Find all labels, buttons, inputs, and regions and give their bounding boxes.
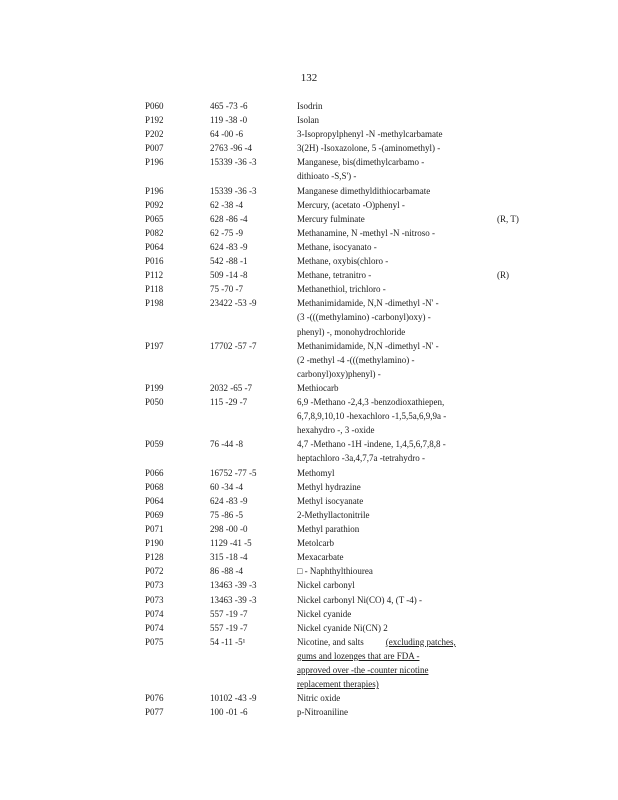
cas-number: 13463 -39 -3 xyxy=(210,580,257,591)
chemical-name-continuation: carbonyl)oxy)phenyl) - xyxy=(297,368,381,379)
chemical-name: Methyl parathion xyxy=(297,524,360,534)
chemical-name: p-Nitroaniline xyxy=(297,707,348,718)
cas-number: 60 -34 -4 xyxy=(210,481,243,492)
waste-code: P118 xyxy=(145,284,164,295)
chemical-name: 6,9 -Methano -2,4,3 -benzodioxathiepen, xyxy=(297,397,445,408)
cas-number: 15339 -36 -3 xyxy=(210,157,257,168)
cas-number: 16752 -77 -5 xyxy=(210,467,257,478)
chemical-name: Mexacarbate xyxy=(297,552,344,563)
waste-code: P050 xyxy=(145,397,164,408)
cas-number: 13463 -39 -3 xyxy=(210,594,257,605)
chemical-name: 4,7 -Methano -1H -indene, 1,4,5,6,7,8,8 - xyxy=(297,439,446,450)
waste-code: P072 xyxy=(145,566,164,577)
cas-number: 624 -83 -9 xyxy=(210,495,248,506)
cas-number: 76 -44 -8 xyxy=(210,439,243,450)
waste-code: P007 xyxy=(145,143,164,154)
chemical-name: Methane, isocyanato - xyxy=(297,242,377,252)
chemical-name: Methyl isocyanate xyxy=(297,495,364,506)
waste-code: P202 xyxy=(145,129,164,140)
waste-code: P069 xyxy=(145,509,164,520)
waste-code: P060 xyxy=(145,101,164,111)
waste-code: P073 xyxy=(145,594,164,605)
chemical-name-continuation: dithioato -S,S') - xyxy=(297,171,357,182)
hazard-code: (R) xyxy=(497,270,509,281)
cas-number: 465 -73 -6 xyxy=(210,101,248,111)
chemical-name-continuation: (3 -(((methylamino) -carbonyl)oxy) - xyxy=(297,312,431,323)
chemical-name: Nickel carbonyl xyxy=(297,580,355,591)
cas-number: 557 -19 -7 xyxy=(210,608,248,619)
waste-code: P064 xyxy=(145,495,164,506)
cas-number: 17702 -57 -7 xyxy=(210,340,257,351)
cas-number: 23422 -53 -9 xyxy=(210,298,257,309)
cas-number: 624 -83 -9 xyxy=(210,242,248,252)
chemical-name: Methyl hydrazine xyxy=(297,481,361,492)
cas-number: 115 -29 -7 xyxy=(210,397,248,408)
waste-code: P071 xyxy=(145,524,164,534)
chemical-name-exclusion: (excluding patches, xyxy=(385,636,456,647)
waste-code: P190 xyxy=(145,538,164,549)
waste-code: P112 xyxy=(145,270,164,281)
page-number: 132 xyxy=(300,72,318,84)
cas-number: 62 -38 -4 xyxy=(210,199,243,210)
chemical-name: Methanamine, N -methyl -N -nitroso - xyxy=(297,227,435,238)
chemical-name: Metolcarb xyxy=(297,538,334,549)
waste-code: P199 xyxy=(145,383,164,393)
waste-code: P073 xyxy=(145,580,164,591)
chemical-name: Isodrin xyxy=(297,101,323,111)
chemical-name-continuation: (2 -methyl -4 -(((methylamino) - xyxy=(297,354,415,365)
chemical-name-continuation: heptachloro -3a,4,7,7a -tetrahydro - xyxy=(297,453,425,464)
chemical-name: Nickel cyanide Ni(CN) 2 xyxy=(297,622,388,633)
chemical-name: Methanimidamide, N,N -dimethyl -N' - xyxy=(297,340,439,351)
chemical-name-continuation: phenyl) -, monohydrochloride xyxy=(297,326,406,337)
chemical-name: 2-Methyllactonitrile xyxy=(297,509,370,520)
chemical-name: Manganese dimethyldithiocarbamate xyxy=(297,185,431,196)
waste-code: P075 xyxy=(145,636,164,647)
waste-code: P196 xyxy=(145,185,164,196)
waste-code: P074 xyxy=(145,622,164,633)
cas-number: 298 -00 -0 xyxy=(210,524,248,534)
chemical-name: Methomyl xyxy=(297,467,335,478)
waste-code: P082 xyxy=(145,227,164,238)
cas-number: 315 -18 -4 xyxy=(210,552,248,563)
waste-code: P198 xyxy=(145,298,164,309)
waste-code: P077 xyxy=(145,707,164,718)
chemical-name: Methanimidamide, N,N -dimethyl -N' - xyxy=(297,298,439,309)
chemical-name: Methanethiol, trichloro - xyxy=(297,284,386,295)
cas-number: 75 -86 -5 xyxy=(210,509,243,520)
chemical-name-continuation: 6,7,8,9,10,10 -hexachloro -1,5,5a,6,9,9a - xyxy=(297,411,447,422)
waste-code: P065 xyxy=(145,213,164,224)
chemical-name: Nickel carbonyl Ni(CO) 4, (T -4) - xyxy=(297,594,423,605)
chemical-name-continuation: replacement therapies) xyxy=(297,679,379,690)
waste-code: P192 xyxy=(145,115,164,126)
chemical-name: Nickel cyanide xyxy=(297,608,352,619)
chemical-name: Nitric oxide xyxy=(297,693,341,704)
cas-number: 1129 -41 -5 xyxy=(210,538,252,549)
cas-number: 628 -86 -4 xyxy=(210,213,248,224)
waste-code: P092 xyxy=(145,199,164,210)
waste-code: P196 xyxy=(145,157,164,168)
cas-number: 2032 -65 -7 xyxy=(210,383,252,393)
waste-code: P066 xyxy=(145,467,164,478)
chemical-name: Manganese, bis(dimethylcarbamo - xyxy=(297,157,425,168)
hazard-code: (R, T) xyxy=(497,213,519,224)
waste-code: P128 xyxy=(145,552,164,563)
waste-code: P197 xyxy=(145,340,164,351)
waste-code: P064 xyxy=(145,242,164,252)
chemical-name-continuation: hexahydro -, 3 -oxide xyxy=(297,425,375,436)
chemical-name: Isolan xyxy=(297,115,319,126)
chemical-name xyxy=(297,637,456,647)
chemical-name-continuation: gums and lozenges that are FDA - xyxy=(297,650,420,661)
cas-number: 62 -75 -9 xyxy=(210,227,243,238)
waste-code: P059 xyxy=(145,439,164,450)
waste-code: P016 xyxy=(145,256,164,267)
cas-number: 86 -88 -4 xyxy=(210,566,243,577)
cas-number: 509 -14 -8 xyxy=(210,270,248,281)
waste-code: P076 xyxy=(145,693,164,704)
cas-number: 542 -88 -1 xyxy=(210,256,248,267)
chemical-name: □ - Naphthylthiourea xyxy=(297,566,373,577)
chemical-name: Mercury fulminate xyxy=(297,213,365,224)
chemical-name: Methiocarb xyxy=(297,383,339,393)
chemical-name: 3-Isopropylphenyl -N -methylcarbamate xyxy=(297,129,443,140)
cas-number: 75 -70 -7 xyxy=(210,284,243,295)
cas-number: 64 -00 -6 xyxy=(210,129,243,140)
chemical-name: Methane, tetranitro - xyxy=(297,270,372,281)
waste-code: P068 xyxy=(145,481,164,492)
cas-number: 100 -01 -6 xyxy=(210,707,248,718)
cas-number: 10102 -43 -9 xyxy=(210,693,257,704)
chemical-name: Mercury, (acetato -O)phenyl - xyxy=(297,199,405,210)
cas-number: 2763 -96 -4 xyxy=(210,143,252,154)
cas-number: 119 -38 -0 xyxy=(210,115,248,126)
cas-number: 54 -11 -5¹ xyxy=(210,636,246,647)
waste-code: P074 xyxy=(145,608,164,619)
chemical-name: 3(2H) -Isoxazolone, 5 -(aminomethyl) - xyxy=(297,143,441,154)
cas-number: 15339 -36 -3 xyxy=(210,185,257,196)
chemical-name: Methane, oxybis(chloro - xyxy=(297,256,389,267)
chemical-name-text: Nicotine, and salts xyxy=(297,636,364,647)
cas-number: 557 -19 -7 xyxy=(210,622,248,633)
chemical-name-continuation: approved over -the -counter nicotine xyxy=(297,664,429,675)
